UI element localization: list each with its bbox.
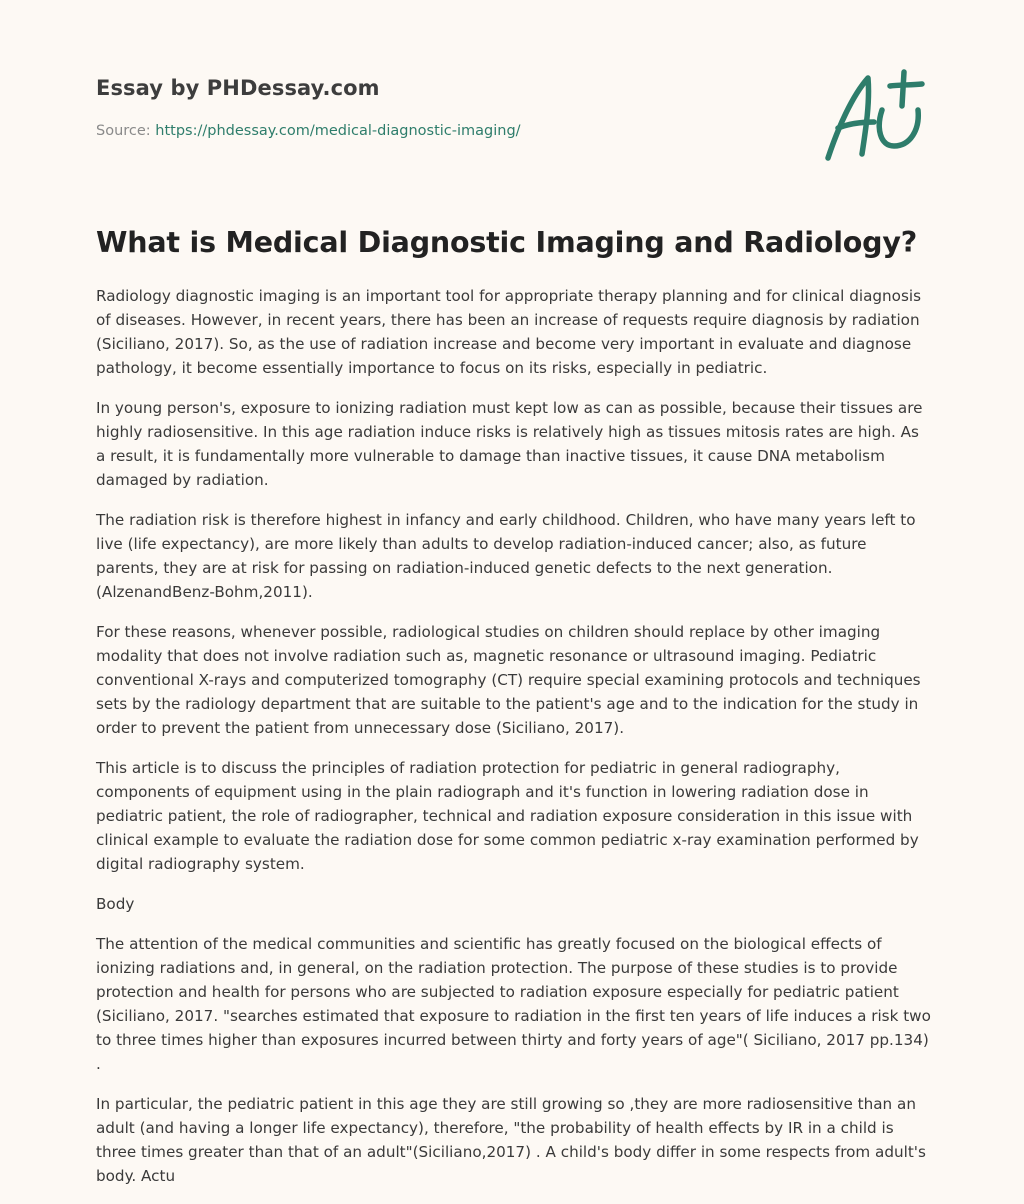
site-brand: Essay by PHDessay.com xyxy=(96,76,380,100)
article-title: What is Medical Diagnostic Imaging and Radiology? xyxy=(96,226,918,259)
source-link[interactable]: https://phdessay.com/medical-diagnostic-imaging/ xyxy=(155,123,521,139)
source-label: Source: xyxy=(96,123,151,139)
paragraph: In particular, the pediatric patient in this age they are still growing so ,they are more radiosensitive than an adult (and having a longer life expectancy), therefore, "the probability of health effects by IR in a child is three times greater than that of an adult"(Siciliano,2017) . A child's body differ in some respects from adult's body. Actu xyxy=(96,1095,926,1185)
paragraph: The radiation risk is therefore highest in infancy and early childhood. Children, who have many years left to live (life expectancy), are more likely than adults to develop radiation-induced cancer; also, as future parents, they are at risk for passing on radiation-induced genetic defects to the next generation. (AlzenandBenz-Bohm,2011). xyxy=(96,511,916,601)
article-body xyxy=(96,284,932,1204)
a-plus-logo-icon xyxy=(818,66,930,166)
source-line xyxy=(96,123,796,139)
paragraph: In young person's, exposure to ionizing radiation must kept low as can as possible, because their tissues are highly radiosensitive. In this age radiation induce risks is relatively high as tissues mitosis rates are high. As a result, it is fundamentally more vulnerable to damage than inactive tissues, it cause DNA metabolism damaged by radiation. xyxy=(96,399,923,489)
paragraph: The attention of the medical communities and scientific has greatly focused on the biological effects of ionizing radiations and, in general, on the radiation protection. The purpose of these studies is to provide protection and health for persons who are subjected to radiation exposure especially for pediatric patient (Siciliano, 2017. "searches estimated that exposure to radiation in the first ten years of life induces a risk two to three times higher than exposures incurred between thirty and forty years of age"( Siciliano, 2017 pp.134) . xyxy=(96,935,931,1073)
section-heading-body: Body xyxy=(96,895,135,913)
paragraph: Radiology diagnostic imaging is an important tool for appropriate therapy planning and for clinical diagnosis of diseases. However, in recent years, there has been an increase of requests require diagnosis by radiation (Siciliano, 2017). So, as the use of radiation increase and become very important in evaluate and diagnose pathology, it become essentially importance to focus on its risks, especially in pediatric. xyxy=(96,287,921,377)
paragraph: This article is to discuss the principles of radiation protection for pediatric in general radiography, components of equipment using in the plain radiograph and it's function in lowering radiation dose in pediatric patient, the role of radiographer, technical and radiation exposure consideration in this issue with clinical example to evaluate the radiation dose for some common pediatric x-ray examination performed by digital radiography system. xyxy=(96,759,919,873)
paragraph: For these reasons, whenever possible, radiological studies on children should replace by other imaging modality that does not involve radiation such as, magnetic resonance or ultrasound imaging. Pediatric conventional X-rays and computerized tomography (CT) require special examining protocols and techniques sets by the radiology department that are suitable to the patient's age and to the indication for the study in order to prevent the patient from unnecessary dose (Siciliano, 2017). xyxy=(96,623,921,737)
page-header xyxy=(96,76,796,139)
